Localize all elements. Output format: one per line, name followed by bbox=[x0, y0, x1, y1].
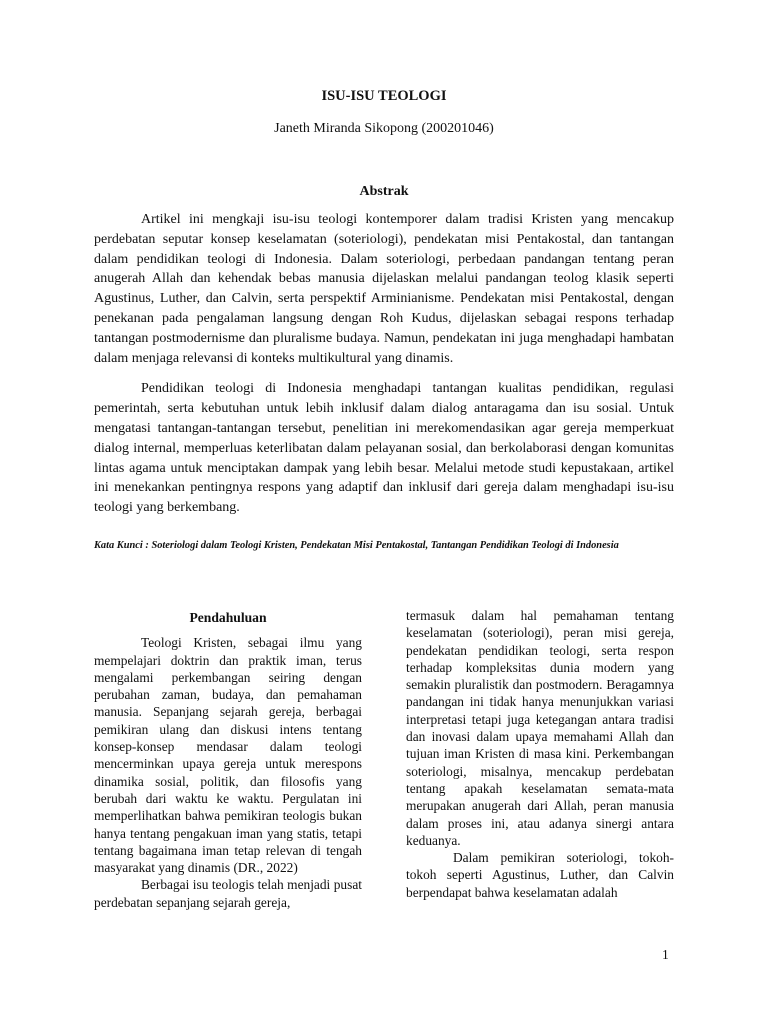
keywords: Kata Kunci : Soteriologi dalam Teologi Kristen, Pendekatan Misi Pentakostal, Tantangan Pendidikan Teologi di Indonesia bbox=[94, 540, 619, 551]
left-column bbox=[94, 607, 362, 911]
left-paragraph-2: Berbagai isu teologis telah menjadi pusat perdebatan sepanjang sejarah gereja, bbox=[94, 877, 362, 910]
abstract-paragraph-1: Artikel ini mengkaji isu-isu teologi kontemporer dalam tradisi Kristen yang mencakup perdebatan seputar konsep keselamatan (soteriologi), pendekatan misi Pentakostal, dan tantangan dalam pendidikan teologi di Indonesia. Dalam soteriologi, perbedaan pandangan tentang peran anugerah Allah dan kehendak bebas manusia dijelaskan melalui pandangan teolog klasik seperti Agustinus, Luther, dan Calvin, serta perspektif Arminianisme. Pendekatan misi Pentakostal, dengan penekanan pada pengalaman langsung dengan Roh Kudus, dijelaskan sebagai respons terhadap tantangan postmodernisme dan pluralisme budaya. Namun, pendekatan ini juga menghadapi hambatan dalam menjaga relevansi di konteks multikultural yang dinamis. bbox=[94, 212, 674, 366]
left-paragraph-1: Teologi Kristen, sebagai ilmu yang mempelajari doktrin dan praktik iman, terus mengalami perkembangan seiring dengan perubahan zaman, budaya, dan pemahaman manusia. Sepanjang sejarah gereja, berbagai pemikiran ulang dan diskusi intens tentang konsep-konsep mendasar dalam teologi mencerminkan upaya gereja untuk merespons dinamika sosial, politik, dan filosofis yang berubah dari waktu ke waktu. Pergulatan ini memperlihatkan bahwa pemikiran teologis bukan hanya tentang pengakuan iman yang statis, tetapi tentang bagaimana iman tetap relevan di tengah masyarakat yang dinamis (DR., 2022) bbox=[94, 635, 362, 876]
page-number: 1 bbox=[662, 947, 669, 962]
abstract-body bbox=[94, 210, 674, 529]
intro-heading: Pendahuluan bbox=[189, 610, 267, 625]
abstract-paragraph-2: Pendidikan teologi di Indonesia menghadapi tantangan kualitas pendidikan, regulasi pemerintah, serta kebutuhan untuk lebih inklusif dalam dialog antaragama dan isu sosial. Untuk mengatasi tantangan-tantangan tersebut, penelitian ini merekomendasikan agar gereja memperkuat dialog internal, memperluas keterlibatan dalam pelayanan sosial, dan berkolaborasi dengan komunitas lintas agama untuk menciptakan dampak yang lebih besar. Melalui metode studi kepustakaan, artikel ini menekankan pentingnya respons yang adaptif dan inklusif dari gereja dalam menghadapi isu-isu teologi yang berkembang. bbox=[94, 381, 674, 516]
author-line: Janeth Miranda Sikopong (200201046) bbox=[274, 121, 494, 136]
right-column bbox=[406, 607, 674, 901]
right-paragraph-2: Dalam pemikiran soteriologi, tokoh-tokoh seperti Agustinus, Luther, dan Calvin berpendapat bahwa keselamatan adalah bbox=[406, 850, 674, 900]
paper-title: ISU-ISU TEOLOGI bbox=[321, 88, 447, 104]
right-paragraph-1: termasuk dalam hal pemahaman tentang keselamatan (soteriologi), peran misi gereja, pendekatan pendidikan teologi, serta respon terhadap kompleksitas dunia modern yang semakin pluralistik dan postmodern. Beragamnya pandangan ini tidak hanya menunjukkan variasi interpretasi tetapi juga ketegangan antara tradisi dan inovasi dalam upaya memahami Allah dan tujuan iman Kristen di masa kini. Perkembangan soteriologi, misalnya, mencakup perdebatan tentang apakah keselamatan semata-mata merupakan anugerah dari Allah, peran manusia dalam proses ini, atau adanya sinergi antara keduanya. bbox=[406, 608, 674, 848]
abstract-heading: Abstrak bbox=[359, 184, 409, 199]
